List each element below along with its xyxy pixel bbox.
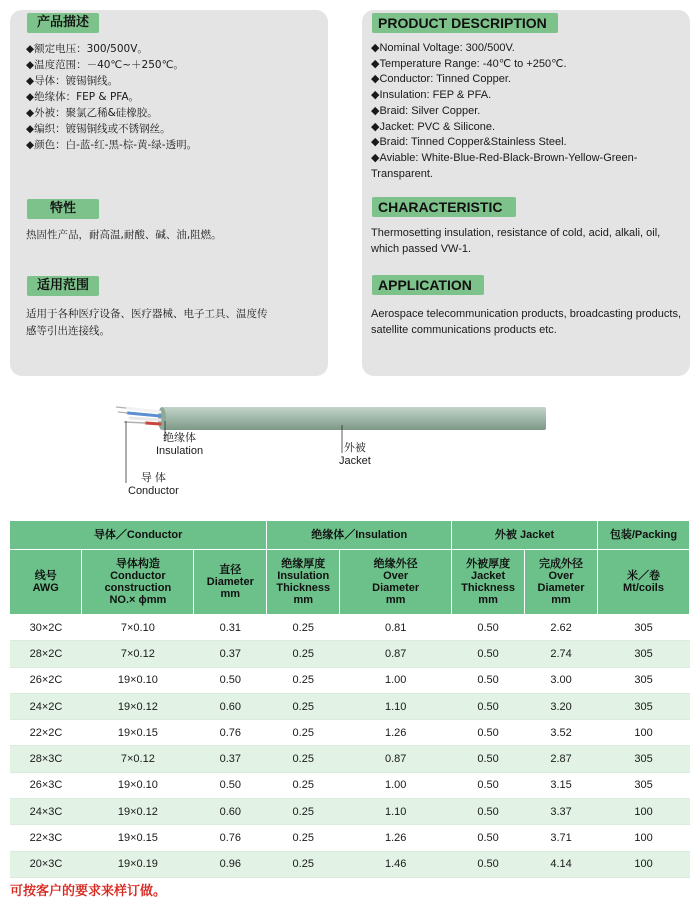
table-cell: 28×2C bbox=[10, 641, 82, 667]
table-cell: 0.81 bbox=[384, 621, 407, 634]
table-cell: 0.50 bbox=[452, 851, 525, 877]
table-row bbox=[10, 720, 690, 746]
table-cell: 0.31 bbox=[219, 621, 242, 634]
header-line: 线号 bbox=[34, 570, 57, 582]
header-line: Conductor bbox=[110, 570, 166, 582]
header-line: 米／卷 bbox=[627, 570, 660, 582]
header-line: 直径 bbox=[219, 564, 242, 576]
group-insulation: 绝缘体／Insulation bbox=[267, 521, 452, 550]
table-cell: 20×3C bbox=[10, 851, 82, 877]
header-line: mm bbox=[478, 594, 498, 606]
table-row bbox=[10, 746, 690, 772]
table-cell: 22×2C bbox=[29, 726, 63, 739]
col-ins-diameter bbox=[340, 550, 452, 615]
header-line: Mt/coils bbox=[623, 582, 664, 594]
cn-app-text-1: 适用于各种医疗设备、医疗器械、电子工具、温度传 bbox=[26, 308, 268, 320]
col-packing bbox=[598, 550, 690, 615]
english-description-panel bbox=[362, 10, 690, 376]
conductor-label: 导 体 Conductor bbox=[128, 472, 179, 497]
cn-app-title: 适用范围 bbox=[27, 276, 99, 296]
cn-desc-item: ◆绝缘体：FEP & PFA。 bbox=[26, 91, 140, 103]
table-cell: 28×3C bbox=[10, 746, 82, 772]
table-cell: 305 bbox=[634, 779, 653, 792]
group-jacket: 外被 Jacket bbox=[452, 521, 598, 550]
table-cell: 22×3C bbox=[29, 832, 63, 845]
header-line: Diameter bbox=[206, 576, 254, 588]
cn-desc-item: ◆编织：镀锡铜线或不锈钢丝。 bbox=[26, 123, 171, 135]
insulation-label: 绝缘体 Insulation bbox=[156, 432, 204, 457]
table-cell: 1.26 bbox=[384, 832, 407, 845]
table-cell: 19×0.19 bbox=[82, 851, 194, 877]
en-char-text-1: Thermosetting insulation, resistance of cold, acid, alkali, oil, bbox=[371, 227, 661, 239]
en-app-text-2: satellite communications products etc. bbox=[371, 324, 557, 336]
col-jacket-diameter bbox=[525, 550, 598, 615]
header-line: mm bbox=[220, 588, 241, 600]
table-cell: 0.60 bbox=[194, 799, 267, 825]
header-line: Insulation bbox=[277, 570, 330, 582]
table-cell: 0.25 bbox=[292, 621, 314, 634]
table-cell: 19×0.10 bbox=[117, 779, 158, 792]
table-cell: 0.76 bbox=[219, 832, 242, 845]
table-cell: 2.87 bbox=[525, 746, 598, 772]
en-desc-item: ◆Aviable: White-Blue-Red-Black-Brown-Yellow-Green- bbox=[371, 151, 638, 164]
header-line: mm bbox=[551, 594, 571, 606]
table-cell: 7×0.12 bbox=[82, 746, 194, 772]
header-line: Diameter bbox=[372, 582, 420, 594]
table-cell: 0.50 bbox=[219, 779, 242, 792]
table-cell: 7×0.10 bbox=[120, 621, 155, 634]
table-cell: 0.76 bbox=[219, 726, 242, 739]
header-line: Jacket bbox=[470, 570, 506, 582]
col-ins-thickness bbox=[267, 550, 340, 615]
table-cell: 26×3C bbox=[29, 779, 63, 792]
table-cell: 19×0.15 bbox=[117, 726, 158, 739]
en-desc-item: ◆Temperature Range: -40℃ to +250℃. bbox=[371, 57, 567, 70]
table-cell: 30×2C bbox=[29, 621, 63, 634]
table-cell: 0.50 bbox=[452, 641, 525, 667]
table-cell: 1.10 bbox=[340, 693, 452, 719]
en-desc-item: ◆Braid: Tinned Copper&Stainless Steel. bbox=[371, 136, 567, 149]
table-cell: 2.62 bbox=[550, 621, 572, 634]
header-line: Diameter bbox=[537, 582, 585, 594]
table-row bbox=[10, 615, 690, 641]
table-cell: 24×2C bbox=[10, 693, 82, 719]
header-line: NO.× ϕmm bbox=[109, 594, 167, 606]
col-construction bbox=[82, 550, 194, 615]
cn-desc-item: ◆温度范围：－40℃~＋250℃。 bbox=[26, 59, 184, 71]
en-desc-item: ◆Jacket: PVC & Silicone. bbox=[371, 120, 496, 133]
header-line: mm bbox=[385, 594, 406, 606]
table-cell: 0.25 bbox=[292, 726, 314, 739]
table-cell: 1.00 bbox=[384, 779, 407, 792]
cable-jacket bbox=[158, 407, 546, 430]
table-row bbox=[10, 641, 690, 667]
en-desc-title: PRODUCT DESCRIPTION bbox=[372, 13, 558, 33]
table-row bbox=[10, 772, 690, 798]
group-packing: 包装/Packing bbox=[598, 521, 690, 550]
table-cell: 0.25 bbox=[267, 851, 340, 877]
chinese-description-panel bbox=[10, 10, 328, 376]
table-cell: 1.46 bbox=[340, 851, 452, 877]
cn-desc-item: ◆导体：镀锡铜线。 bbox=[26, 75, 119, 87]
table-cell: 0.25 bbox=[292, 832, 314, 845]
cn-desc-item: ◆外被：聚氯乙稀&硅橡胶。 bbox=[26, 107, 158, 119]
table-cell: 0.25 bbox=[267, 799, 340, 825]
table-cell: 3.71 bbox=[550, 832, 572, 845]
table-cell: 0.50 bbox=[452, 746, 525, 772]
en-app-title: APPLICATION bbox=[372, 275, 484, 295]
table-row bbox=[10, 851, 690, 877]
table-cell: 2.74 bbox=[525, 641, 598, 667]
table-cell: 3.00 bbox=[550, 674, 572, 687]
header-line: Thickness bbox=[461, 582, 515, 594]
table-cell: 19×0.15 bbox=[117, 832, 158, 845]
table-cell: 0.25 bbox=[292, 779, 314, 792]
table-cell: 0.50 bbox=[452, 799, 525, 825]
table-cell: 0.25 bbox=[267, 746, 340, 772]
table-cell: 100 bbox=[598, 851, 690, 877]
cn-char-text: 热固性产品，耐高温,耐酸、碱、油,阻燃。 bbox=[26, 229, 222, 241]
header-line: 外被厚度 bbox=[466, 558, 511, 570]
en-desc-item: ◆Conductor: Tinned Copper. bbox=[371, 73, 511, 86]
cn-desc-item: ◆额定电压：300/500V。 bbox=[26, 43, 148, 55]
col-jacket-thickness bbox=[452, 550, 525, 615]
spec-table bbox=[10, 521, 690, 878]
header-line: Thickness bbox=[276, 582, 331, 594]
table-cell: 3.20 bbox=[525, 693, 598, 719]
table-cell: 3.37 bbox=[525, 799, 598, 825]
table-cell: 7×0.12 bbox=[82, 641, 194, 667]
en-desc-item: ◆Braid: Silver Copper. bbox=[371, 104, 481, 117]
cable-wires bbox=[116, 407, 160, 424]
table-cell: 305 bbox=[598, 693, 690, 719]
table-cell: 19×0.12 bbox=[82, 799, 194, 825]
en-desc-item: Transparent. bbox=[371, 167, 433, 180]
header-line: 绝缘外径 bbox=[373, 558, 418, 570]
table-cell: 0.50 bbox=[477, 674, 499, 687]
table-cell: 0.25 bbox=[267, 693, 340, 719]
table-cell: 0.50 bbox=[477, 621, 499, 634]
header-line: 导体构造 bbox=[115, 558, 160, 570]
table-row bbox=[10, 693, 690, 719]
table-cell: 0.87 bbox=[340, 746, 452, 772]
jacket-label: 外被 Jacket bbox=[339, 442, 371, 467]
en-desc-list bbox=[371, 41, 637, 182]
table-row bbox=[10, 825, 690, 851]
table-row bbox=[10, 799, 690, 825]
header-line: AWG bbox=[32, 582, 59, 594]
en-desc-item: ◆Insulation: FEP & PFA. bbox=[371, 89, 492, 102]
table-cell: 0.50 bbox=[219, 674, 242, 687]
table-cell: 1.00 bbox=[384, 674, 407, 687]
table-cell: 0.87 bbox=[340, 641, 452, 667]
table-cell: 0.60 bbox=[194, 693, 267, 719]
cn-char-title: 特性 bbox=[27, 199, 99, 219]
table-cell: 0.50 bbox=[477, 726, 499, 739]
en-char-title: CHARACTERISTIC bbox=[372, 197, 516, 217]
col-diameter bbox=[194, 550, 267, 615]
header-line: construction bbox=[104, 582, 172, 594]
table-cell: 0.25 bbox=[267, 641, 340, 667]
col-awg bbox=[10, 550, 82, 615]
header-line: 完成外径 bbox=[539, 558, 584, 570]
group-conductor: 导体／Conductor bbox=[10, 521, 267, 550]
table-cell: 305 bbox=[598, 641, 690, 667]
table-cell: 4.14 bbox=[525, 851, 598, 877]
table-cell: 0.50 bbox=[477, 779, 499, 792]
table-cell: 100 bbox=[598, 799, 690, 825]
cn-desc-list bbox=[26, 41, 197, 153]
table-cell: 1.10 bbox=[340, 799, 452, 825]
table-row bbox=[10, 667, 690, 693]
table-cell: 100 bbox=[634, 726, 653, 739]
table-cell: 3.15 bbox=[550, 779, 572, 792]
table-cell: 100 bbox=[634, 832, 653, 845]
table-cell: 0.37 bbox=[194, 746, 267, 772]
table-cell: 305 bbox=[634, 674, 653, 687]
en-app-text-1: Aerospace telecommunication products, broadcasting products, bbox=[371, 308, 682, 320]
custom-order-note: 可按客户的要求来样订做。 bbox=[10, 884, 167, 899]
table-cell: 0.50 bbox=[452, 693, 525, 719]
header-line: 绝缘厚度 bbox=[281, 558, 326, 570]
cn-desc-title: 产品描述 bbox=[27, 13, 99, 33]
table-cell: 0.50 bbox=[477, 832, 499, 845]
table-cell: 19×0.10 bbox=[117, 674, 158, 687]
en-char-text-2: which passed VW-1. bbox=[371, 243, 472, 255]
table-cell: 305 bbox=[634, 621, 653, 634]
header-line: mm bbox=[293, 594, 314, 606]
table-cell: 1.26 bbox=[384, 726, 407, 739]
table-cell: 0.25 bbox=[292, 674, 314, 687]
table-cell: 19×0.12 bbox=[82, 693, 194, 719]
en-desc-item: ◆Nominal Voltage: 300/500V. bbox=[371, 42, 515, 54]
header-line: Over bbox=[548, 570, 574, 582]
cn-desc-item: ◆颜色：白-蓝-红-黑-棕-黄-绿-透明。 bbox=[26, 139, 198, 151]
table-cell: 26×2C bbox=[29, 674, 63, 687]
table-cell: 0.96 bbox=[194, 851, 267, 877]
table-cell: 24×3C bbox=[10, 799, 82, 825]
cn-app-text-2: 感等引出连接线。 bbox=[26, 325, 110, 337]
table-cell: 0.37 bbox=[194, 641, 267, 667]
table-cell: 305 bbox=[598, 746, 690, 772]
header-line: Over bbox=[383, 570, 409, 582]
table-cell: 3.52 bbox=[550, 726, 572, 739]
